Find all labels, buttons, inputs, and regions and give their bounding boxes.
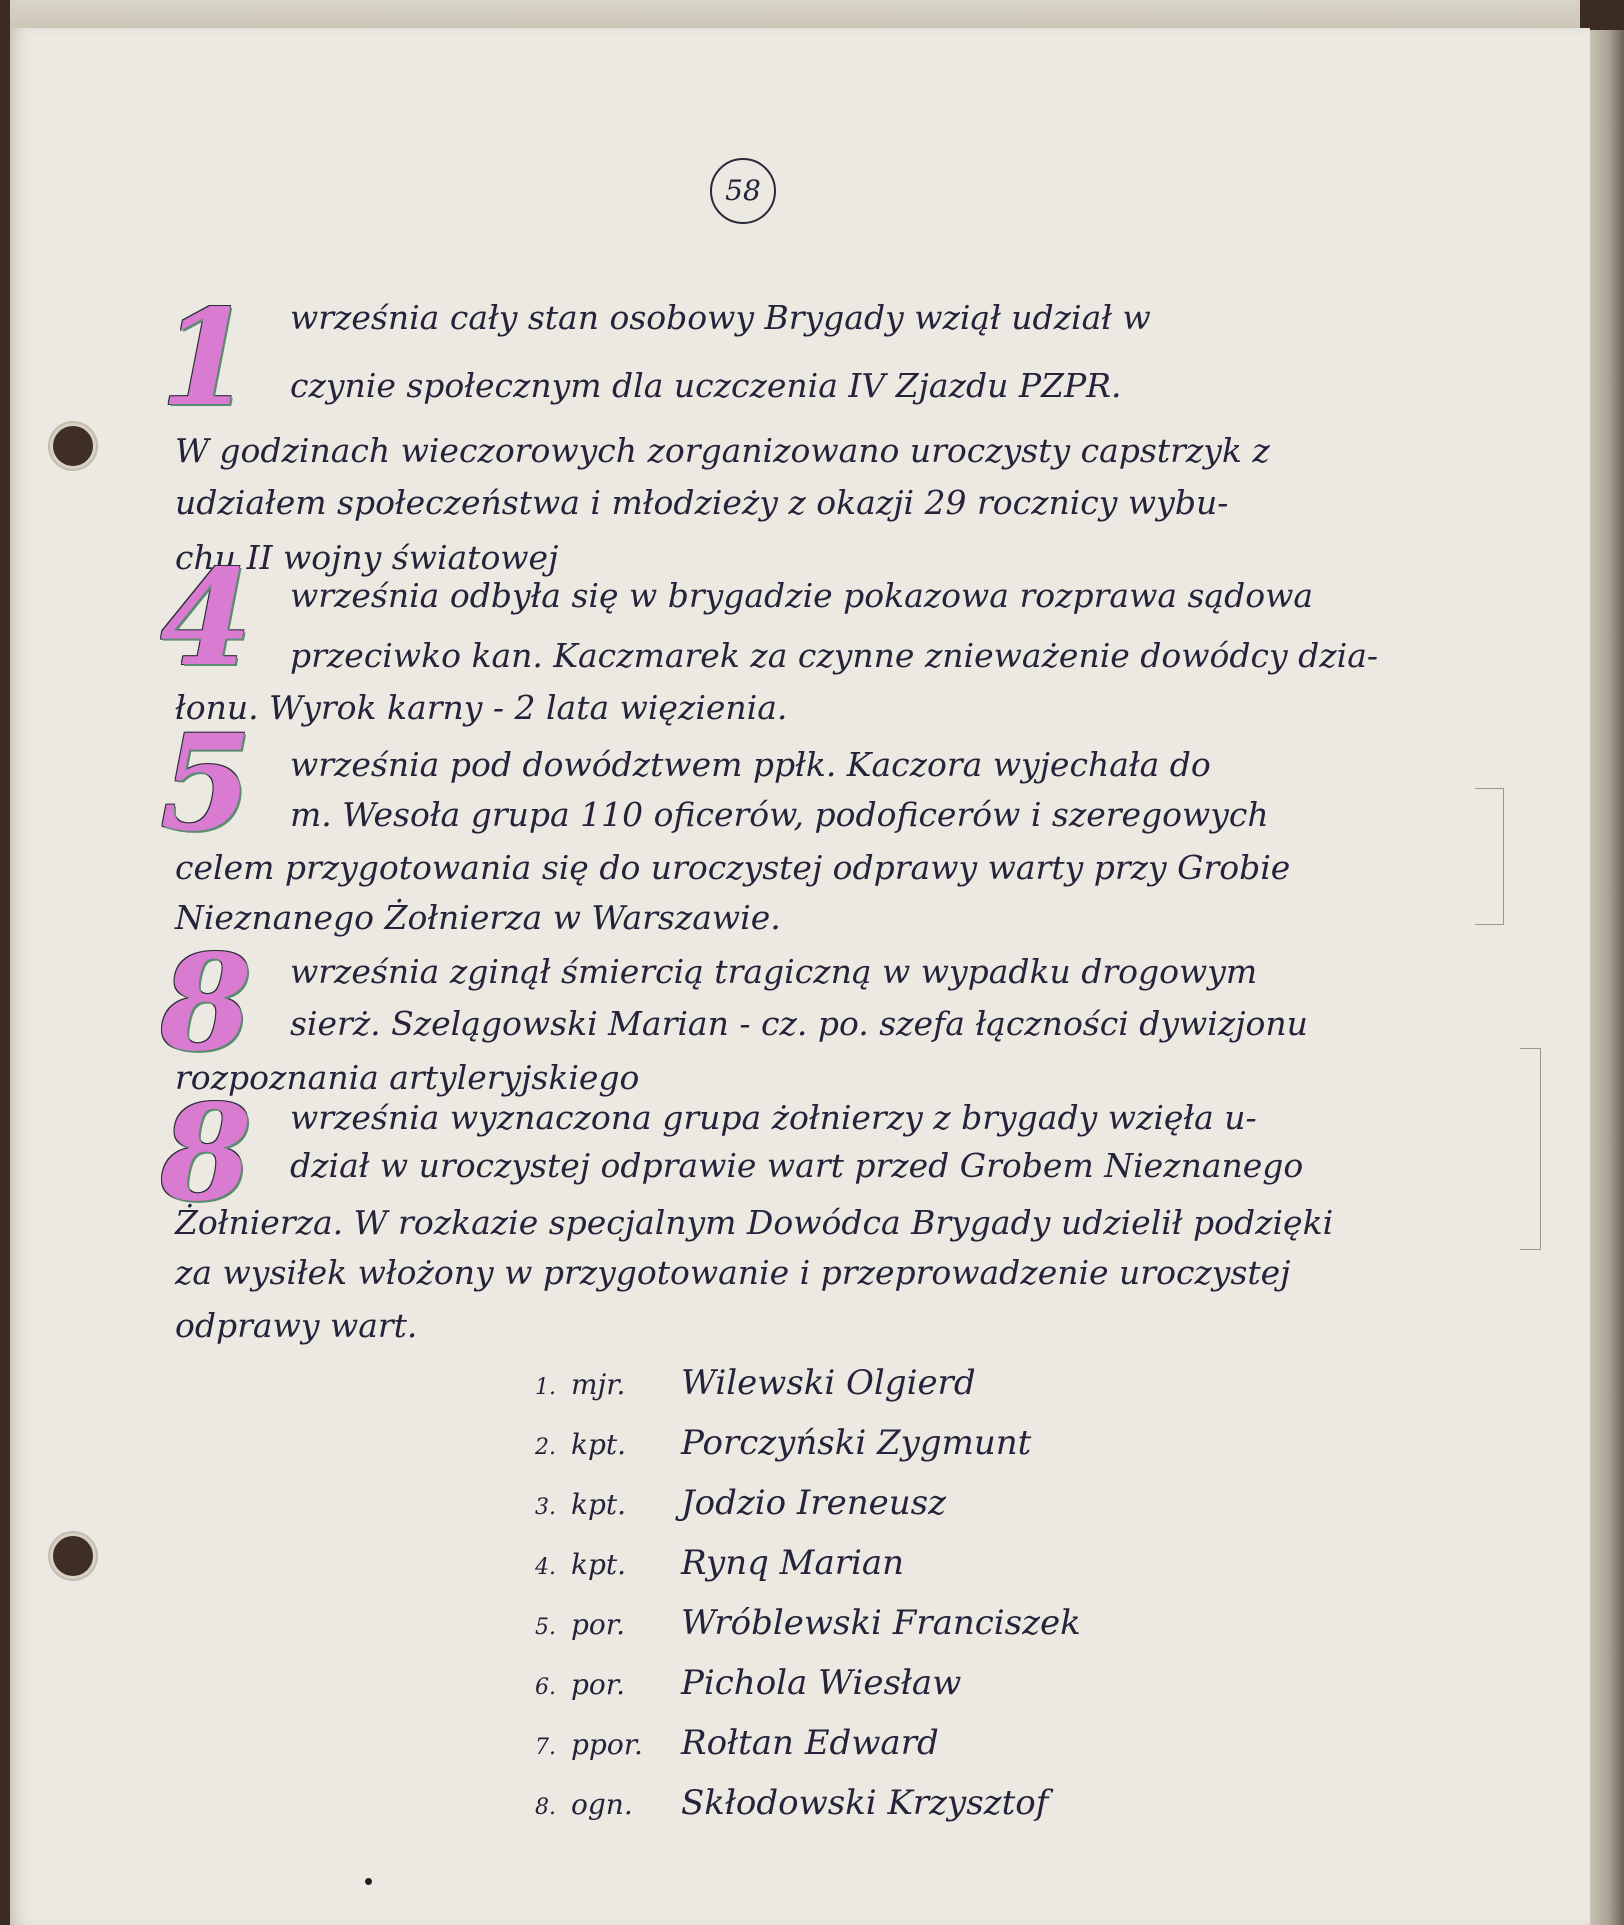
list-item: 7. ppor. Rołtan Edward — [535, 1723, 939, 1763]
list-item: 5. por. Wróblewski Franciszek — [535, 1603, 1081, 1643]
ink-dot — [365, 1878, 372, 1885]
entry-day-8a: 8 — [160, 926, 252, 1081]
entry-1-line-2: czynie społecznym dla uczczenia IV Zjazdu PZPR. — [290, 366, 1122, 405]
list-item: 2. kpt. Porczyński Zygmunt — [535, 1423, 1032, 1463]
entry-day-8b: 8 — [160, 1076, 252, 1231]
entry-8b-line-5: odprawy wart. — [175, 1306, 418, 1345]
page-number: 58 — [710, 158, 776, 224]
entry-8b-line-1: września wyznaczona grupa żołnierzy z brygady wzięła u- — [290, 1098, 1257, 1137]
entry-4-line-2: przeciwko kan. Kaczmarek za czynne znieważenie dowódcy dzia- — [290, 636, 1379, 675]
entry-day-1: 1 — [160, 281, 252, 436]
list-item: 4. kpt. Rynq Marian — [535, 1543, 905, 1583]
binder-hole-bottom — [50, 1533, 96, 1579]
entry-5-line-3: celem przygotowania się do uroczystej odprawy warty przy Grobie — [175, 848, 1291, 887]
entry-8a-line-2: sierż. Szelągowski Marian - cz. po. szefa łączności dywizjonu — [290, 1004, 1308, 1043]
book-spine-edge — [1586, 30, 1624, 1925]
entry-8b-line-4: za wysiłek włożony w przygotowanie i przeprowadzenie uroczystej — [175, 1253, 1291, 1292]
pencil-bracket — [1475, 788, 1504, 925]
honoree-list — [535, 1353, 1081, 1833]
entry-day-4: 4 — [160, 541, 252, 696]
entry-8b-line-2: dział w uroczystej odprawie wart przed Grobem Nieznanego — [290, 1146, 1304, 1185]
entry-8b-line-3: Żołnierza. W rozkazie specjalnym Dowódca Brygady udzielił podzięki — [175, 1203, 1334, 1242]
entry-day-5: 5 — [160, 706, 252, 861]
entry-5-line-1: września pod dowództwem ppłk. Kaczora wyjechała do — [290, 745, 1211, 784]
entry-1-line-1: września cały stan osobowy Brygady wziął udział w — [290, 298, 1151, 337]
entry-5-line-4: Nieznanego Żołnierza w Warszawie. — [175, 898, 781, 937]
entry-5-line-2: m. Wesoła grupa 110 oficerów, podoficerów i szeregowych — [290, 795, 1269, 834]
pencil-bracket — [1520, 1048, 1541, 1250]
list-item: 3. kpt. Jodzio Ireneusz — [535, 1483, 947, 1523]
list-item: 6. por. Pichola Wiesław — [535, 1663, 962, 1703]
entry-1-line-3: W godzinach wieczorowych zorganizowano uroczysty capstrzyk z — [175, 431, 1270, 470]
list-item: 1. mjr. Wilewski Olgierd — [535, 1363, 976, 1403]
entry-1-line-4: udziałem społeczeństwa i młodzieży z okazji 29 rocznicy wybu- — [175, 483, 1229, 522]
binder-hole-top — [50, 423, 96, 469]
entry-8a-line-1: września zginął śmiercią tragiczną w wypadku drogowym — [290, 952, 1258, 991]
entry-4-line-3: łonu. Wyrok karny - 2 lata więzienia. — [175, 688, 788, 727]
entry-8a-line-3: rozpoznania artyleryjskiego — [175, 1058, 640, 1097]
entry-4-line-1: września odbyła się w brygadzie pokazowa rozprawa sądowa — [290, 576, 1313, 615]
entry-1-line-5: chu II wojny światowej — [175, 538, 559, 577]
list-item: 8. ogn. Skłodowski Krzysztof — [535, 1783, 1049, 1823]
notebook-page — [10, 28, 1590, 1925]
